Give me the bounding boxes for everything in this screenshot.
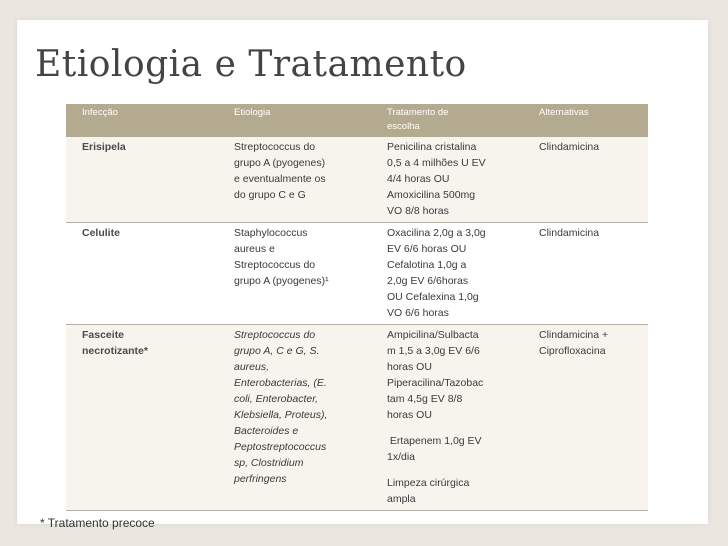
table-row [66, 137, 648, 223]
text-line: VO 6/6 horas [387, 307, 449, 319]
footnote: * Tratamento precoce [40, 516, 155, 530]
text-line: grupo A (pyogenes) [234, 157, 326, 169]
cell-tratamento [371, 223, 523, 325]
cell-infeccao: Erisipela [66, 137, 218, 223]
text-line: VO 8/8 horas [387, 205, 449, 217]
header-tratamento-line: escolha [387, 121, 420, 132]
text-line: grupo A (pyogenes)¹ [234, 275, 329, 287]
text-line: Penicilina cristalina [387, 141, 477, 153]
text-line: aureus, [234, 361, 270, 373]
table-row [66, 325, 648, 511]
text-line: Limpeza cirúrgica [387, 477, 470, 489]
header-infeccao: Infecção [82, 107, 118, 118]
text-line: EV 6/6 horas OU [387, 243, 467, 255]
cell-infeccao [66, 325, 218, 511]
text-line: Peptostreptococcus [234, 441, 327, 453]
text-line: Oxacilina 2,0g a 3,0g [387, 227, 486, 239]
text-line: Streptococcus do [234, 259, 316, 271]
text-line: grupo A, C e G, S. [234, 345, 320, 357]
cell-tratamento [371, 325, 523, 511]
text-line: necrotizante* [82, 345, 148, 357]
table-row [66, 223, 648, 325]
cell-alternativas [523, 325, 648, 511]
text-line: ampla [387, 493, 416, 505]
header-tratamento-line: Tratamento de [387, 107, 449, 118]
text-line: Ampicilina/Sulbacta [387, 329, 479, 341]
text-line: perfringens [234, 473, 287, 485]
text-line: Clindamicina + [539, 329, 609, 341]
cell-etiologia [218, 325, 371, 511]
header-etiologia: Etiologia [234, 107, 271, 118]
slide-title: Etiologia e Tratamento [35, 44, 467, 85]
text-line: Streptococcus do [234, 141, 316, 153]
text-line: Amoxicilina 500mg [387, 189, 476, 201]
text-line: Fasceite [82, 329, 125, 341]
cell-alternativas: Clindamicina [523, 137, 648, 223]
text-line: e eventualmente os [234, 173, 326, 185]
cell-tratamento [371, 137, 523, 223]
text-line: Ciprofloxacina [539, 345, 606, 357]
text-line: Streptococcus do [234, 329, 316, 341]
text-line: Klebsiella, Proteus), [234, 409, 328, 421]
text-line: Ertapenem 1,0g EV [387, 435, 482, 447]
text-line: 1x/dia [387, 451, 416, 463]
text-line: tam 4,5g EV 8/8 [387, 393, 463, 405]
text-line: horas OU [387, 409, 432, 421]
header-tratamento [371, 104, 523, 137]
cell-alternativas: Clindamicina [523, 223, 648, 325]
table-header-row [66, 104, 648, 137]
cell-etiologia [218, 223, 371, 325]
text-line: 4/4 horas OU [387, 173, 450, 185]
text-line: aureus e [234, 243, 275, 255]
cell-infeccao: Celulite [66, 223, 218, 325]
text-line: coli, Enterobacter, [234, 393, 319, 405]
text-line: OU Cefalexina 1,0g [387, 291, 479, 303]
text-line: do grupo C e G [234, 189, 306, 201]
treatment-table [66, 104, 648, 511]
text-line: 2,0g EV 6/6horas [387, 275, 469, 287]
text-line: Cefalotina 1,0g a [387, 259, 467, 271]
text-line: Bacteroides e [234, 425, 299, 437]
text-line: sp, Clostridium [234, 457, 304, 469]
text-line: Staphylococcus [234, 227, 308, 239]
text-line: horas OU [387, 361, 432, 373]
text-line: 0,5 a 4 milhões U EV [387, 157, 486, 169]
text-line: Enterobacterias, (E. [234, 377, 327, 389]
header-alternativas: Alternativas [539, 107, 589, 118]
cell-etiologia [218, 137, 371, 223]
text-line: Piperacilina/Tazobac [387, 377, 484, 389]
text-line: m 1,5 a 3,0g EV 6/6 [387, 345, 480, 357]
